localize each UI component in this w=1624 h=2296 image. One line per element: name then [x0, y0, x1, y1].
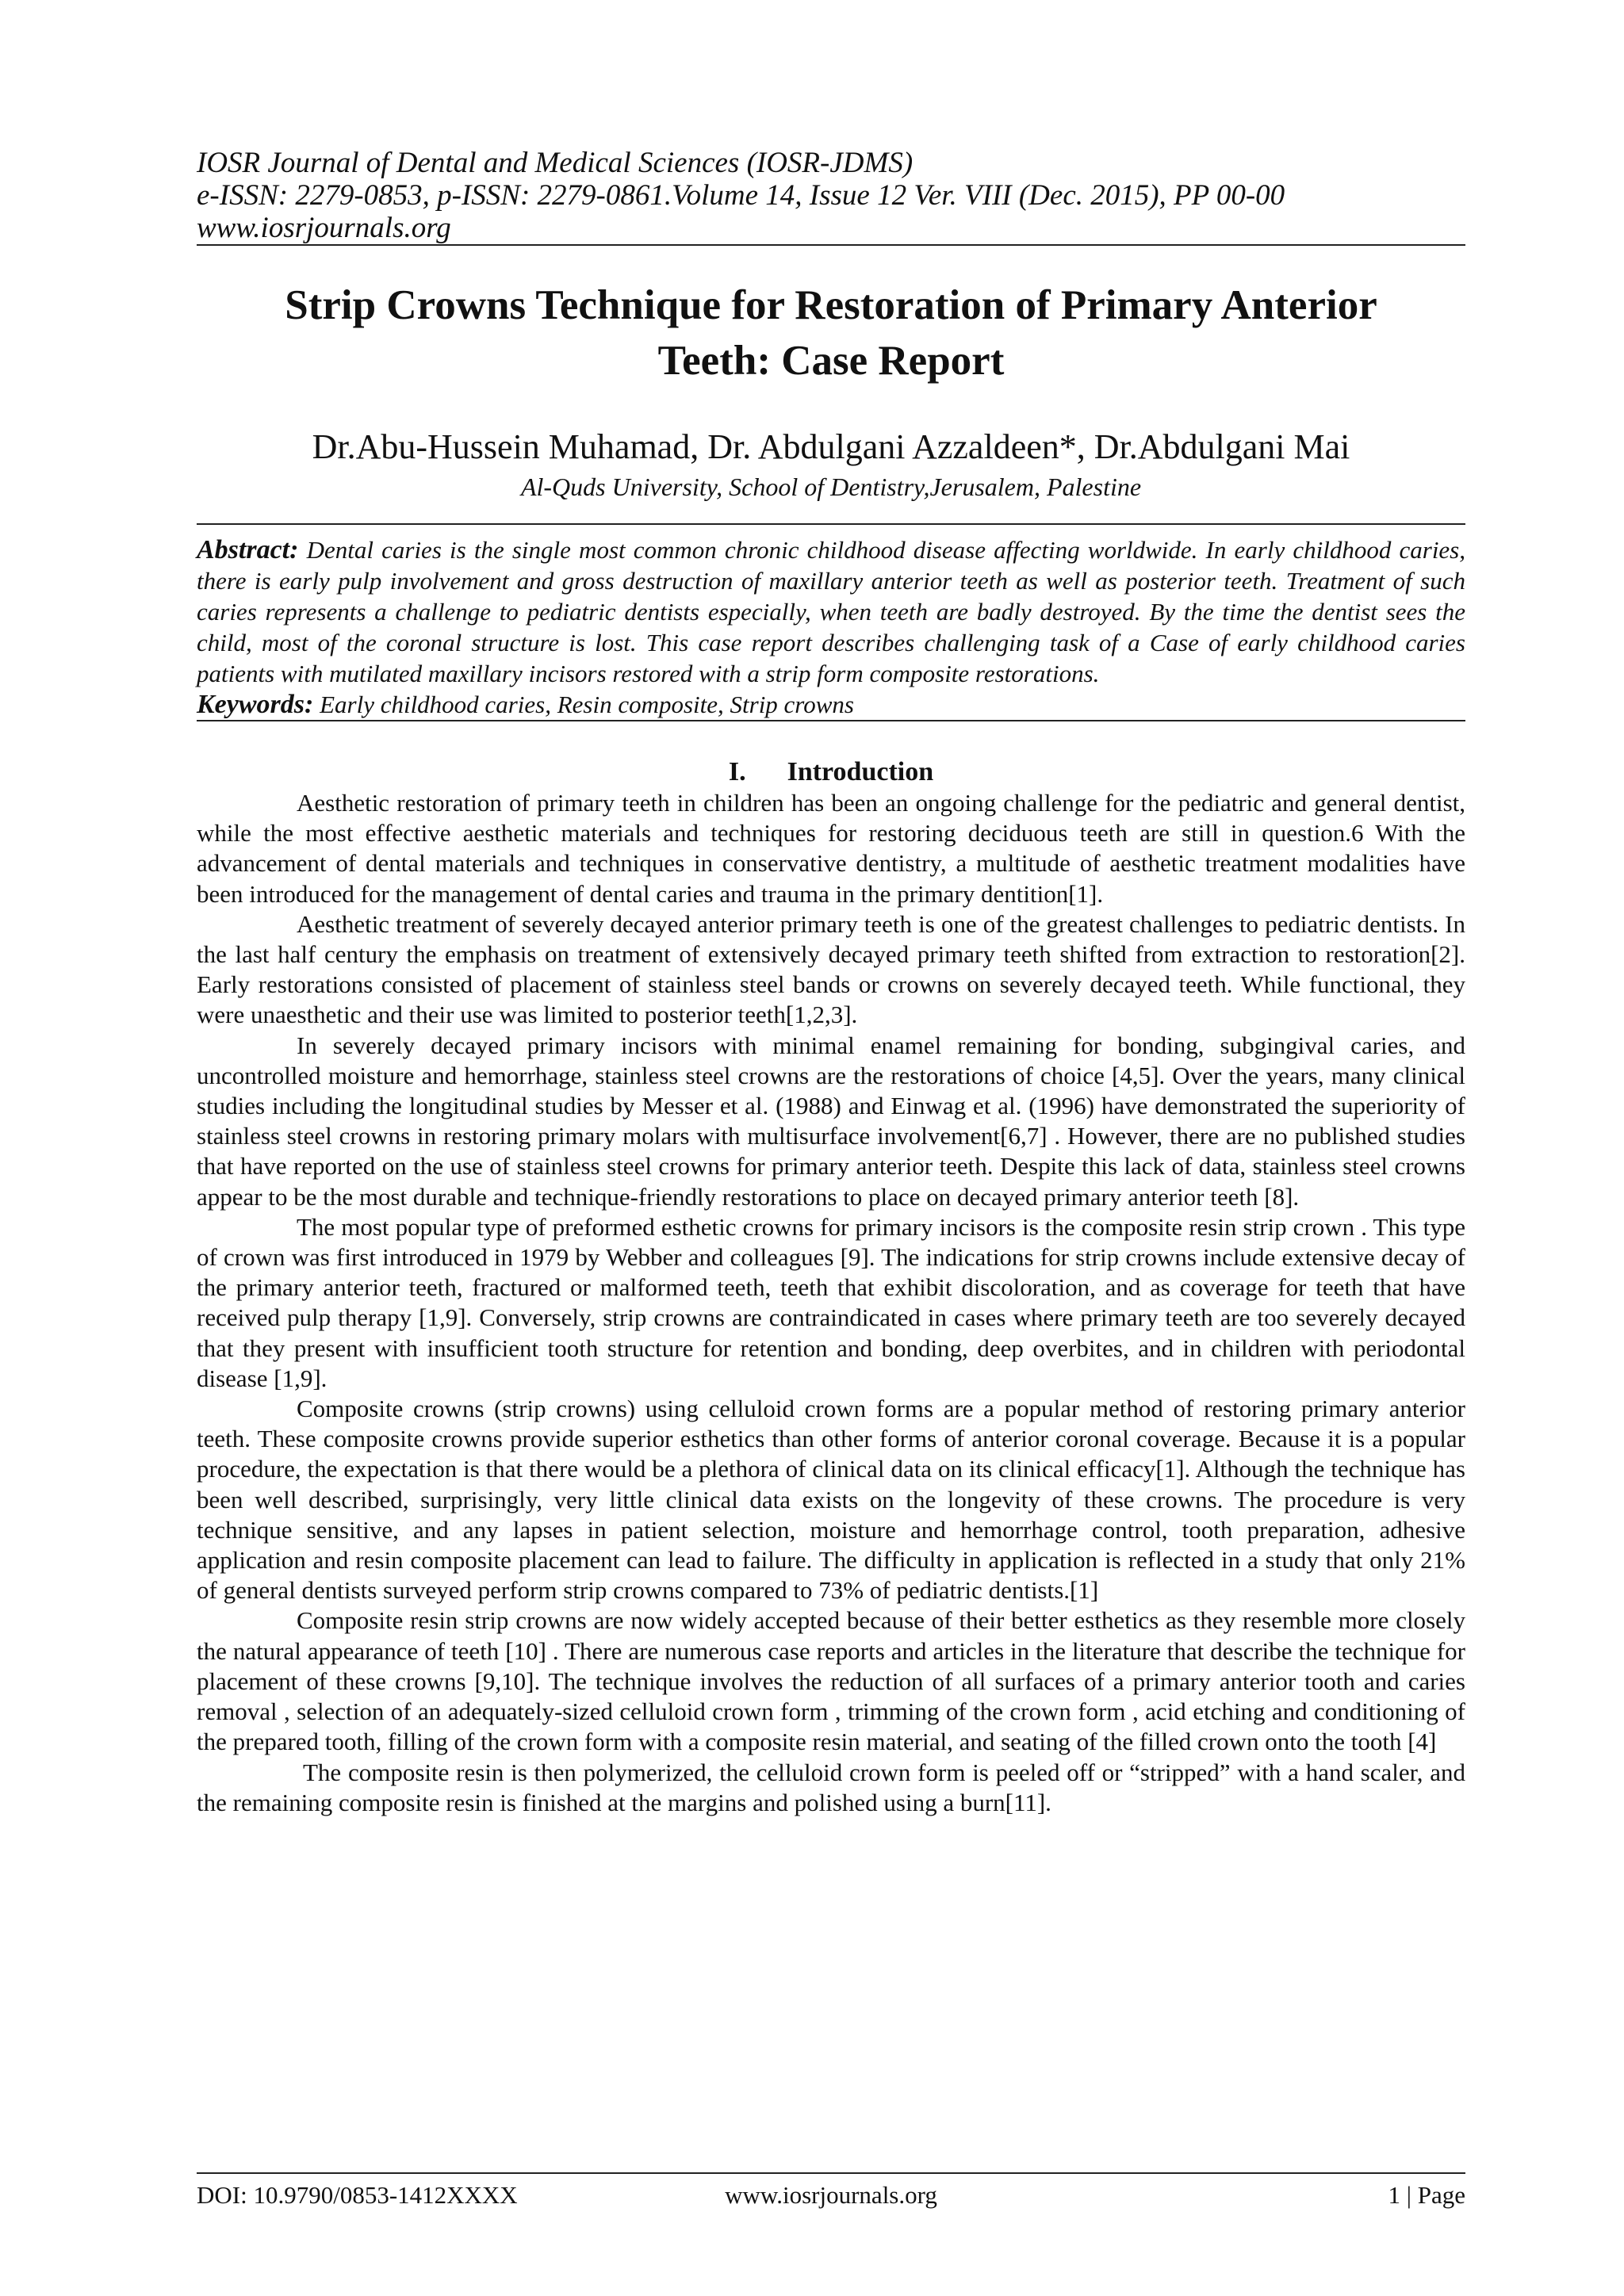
- affiliation: Al-Quds University, School of Dentistry,Jerusalem, Palestine: [520, 473, 1142, 501]
- paragraph: In severely decayed primary incisors with minimal enamel remaining for bonding, subgingival caries, and uncontrolled moisture and hemorrhage, stainless steel crowns are the restorations of choice [4,5]. Over the years, many clinical studies including the longitudinal studies by Messer et al. (1988) and Einwag et al. (1996) have demonstrated the superiority of stainless steel crowns in restoring primary molars with multisurface involvement[6,7] . However, there are no published studies that have reported on the use of stainless steel crowns for primary anterior teeth. Despite this lack of data, stainless steel crowns appear to be the most durable and technique-friendly restorations to place on decayed primary anterior teeth [8].: [197, 1031, 1465, 1211]
- abstract-text: Dental caries is the single most common chronic childhood disease affecting worldwide. In early childhood caries, there is early pulp involvement and gross destruction of maxillary anterior teeth as well as posterior teeth. Treatment of such caries represents a challenge to pediatric dentists especially, when teeth are badly destroyed. By the time the dentist sees the child, most of the coronal structure is lost. This case report describes challenging task of a Case of early childhood caries patients with mutilated maxillary incisors restored with a strip form composite restorations.: [197, 536, 1465, 687]
- paragraph: Aesthetic restoration of primary teeth in children has been an ongoing challenge for the pediatric and general dentist, while the most effective aesthetic materials and techniques for restoring deciduous teeth are still in question.6 With the advancement of dental materials and techniques in conservative dentistry, a multitude of aesthetic treatment modalities have been introduced for the management of dental caries and trauma in the primary dentition[1].: [197, 789, 1465, 908]
- keywords: [197, 689, 1465, 720]
- intro-body: [197, 788, 1465, 1818]
- keywords-text: Early childhood caries, Resin composite, Strip crowns: [320, 691, 854, 718]
- abstract-label: Abstract:: [197, 535, 299, 564]
- journal-name: IOSR Journal of Dental and Medical Sciences (IOSR-JDMS): [197, 147, 914, 179]
- section-title: Introduction: [787, 757, 934, 786]
- section-number: I.: [728, 757, 746, 786]
- abstract-bottom-rule: [197, 720, 1465, 721]
- authors: Dr.Abu-Hussein Muhamad, Dr. Abdulgani Azzaldeen*, Dr.Abdulgani Mai: [312, 427, 1350, 466]
- paragraph: The composite resin is then polymerized, the celluloid crown form is peeled off or “stripped” with a hand scaler, and the remaining composite resin is finished at the margins and polished using a burn[11].: [197, 1758, 1465, 1816]
- footer-page-number: 1 | Page: [1388, 2181, 1465, 2209]
- footer-rule: [197, 2172, 1465, 2174]
- journal-header: [197, 147, 1465, 244]
- footer-site: www.iosrjournals.org: [725, 2181, 937, 2209]
- journal-issn: e-ISSN: 2279-0853, p-ISSN: 2279-0861.Volume 14, Issue 12 Ver. VIII (Dec. 2015), PP 00-00: [197, 179, 1285, 212]
- paragraph: Composite crowns (strip crowns) using celluloid crown forms are a popular method of restoring primary anterior teeth. These composite crowns provide superior esthetics than other forms of anterior coronal coverage. Because it is a popular procedure, the expectation is that there would be a plethora of clinical data on its clinical efficacy[1]. Although the technique has been well described, surprisingly, very little clinical data exists on the longevity of these crowns. The procedure is very technique sensitive, and any lapses in patient selection, moisture and hemorrhage control, tooth preparation, adhesive application and resin composite placement can lead to failure. The difficulty in application is reflected in a study that only 21% of general dentists surveyed perform strip crowns compared to 73% of pediatric dentists.[1]: [197, 1395, 1465, 1605]
- section-heading: [197, 756, 1465, 788]
- page-body: [197, 147, 1465, 1818]
- keywords-label: Keywords:: [197, 690, 314, 719]
- journal-url: www.iosrjournals.org: [197, 212, 451, 244]
- header-rule: [197, 244, 1465, 246]
- abstract: [197, 534, 1465, 689]
- paper-title: [197, 277, 1465, 388]
- abstract-top-rule: [197, 523, 1465, 525]
- title-line-1: Strip Crowns Technique for Restoration of Primary Anterior: [285, 282, 1377, 328]
- paragraph: Aesthetic treatment of severely decayed anterior primary teeth is one of the greatest challenges to pediatric dentists. In the last half century the emphasis on treatment of extensively decayed primary teeth shifted from extraction to restoration[2]. Early restorations consisted of placement of stainless steel bands or crowns on severely decayed teeth. While functional, they were unaesthetic and their use was limited to posterior teeth[1,2,3].: [197, 909, 1465, 1029]
- footer-doi: DOI: 10.9790/0853-1412XXXX: [197, 2181, 518, 2209]
- title-line-2: Teeth: Case Report: [657, 338, 1005, 384]
- paragraph: Composite resin strip crowns are now widely accepted because of their better esthetics as they resemble more closely the natural appearance of teeth [10] . There are numerous case reports and articles in the literature that describe the technique for placement of these crowns [9,10]. The technique involves the reduction of all surfaces of a primary anterior tooth and caries removal , selection of an adequately-sized celluloid crown form , trimming of the crown form , acid etching and conditioning of the prepared tooth, filling of the crown form with a composite resin material, and seating of the filled crown onto the tooth [4]: [197, 1606, 1465, 1756]
- paragraph: The most popular type of preformed esthetic crowns for primary incisors is the composite resin strip crown . This type of crown was first introduced in 1979 by Webber and colleagues [9]. The indications for strip crowns include extensive decay of the primary anterior teeth, fractured or malformed teeth, teeth that exhibit discoloration, and as coverage for teeth that have received pulp therapy [1,9]. Conversely, strip crowns are contraindicated in cases where primary teeth are too severely decayed that they present with insufficient tooth structure for retention and bonding, deep overbites, and in children with periodontal disease [1,9].: [197, 1212, 1465, 1392]
